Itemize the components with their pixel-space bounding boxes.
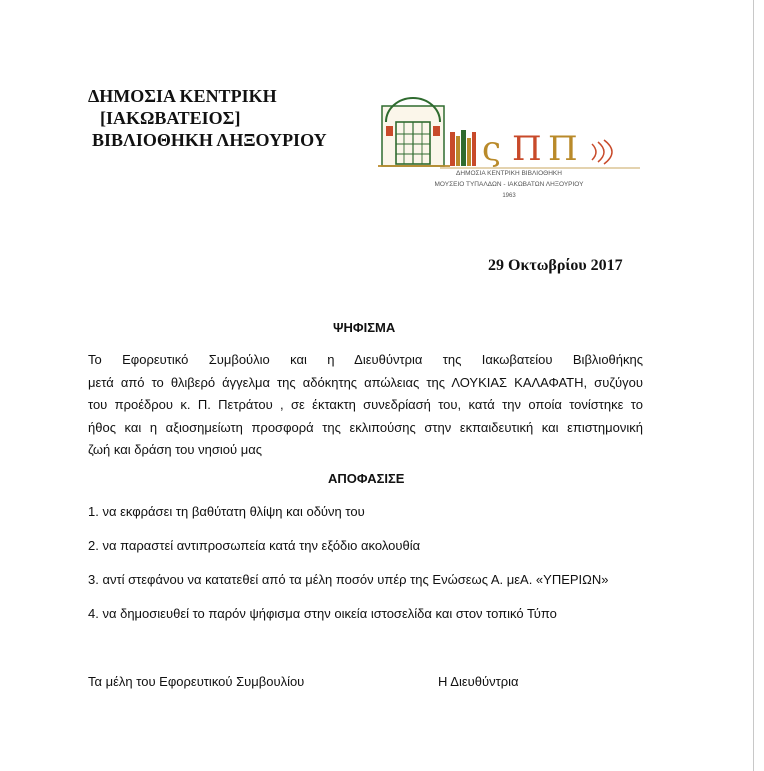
svg-text:ς: ς — [482, 129, 502, 169]
intro-line: του προέδρου κ. Π. Πετράτου , σε έκτακτη συνεδρίασή του, κατά την οποία τονίστηκε το — [88, 397, 643, 412]
library-logo — [378, 86, 640, 208]
header-line-2: [ΙΑΚΩΒΑΤΕΙΟΣ] — [100, 108, 241, 128]
header-line-1: ΔΗΜΟΣΙΑ ΚΕΝΤΡΙΚΗ — [88, 86, 277, 106]
logo-caption-1: ΔΗΜΟΣΙΑ ΚΕΝΤΡΙΚΗ ΒΙΒΛΙΟΘΗΚΗ — [456, 170, 562, 177]
signature-board: Τα μέλη του Εφορευτικού Συμβουλίου — [88, 674, 305, 689]
decision-item: 4. να δημοσιευθεί το παρόν ψήφισμα στην οικεία ιστοσελίδα και στον τοπικό Τύπο — [88, 606, 557, 621]
intro-line: ήθος και η αξιοσημείωτη προσφορά της εκλιπούσης στην εκπαιδευτική και επιστημονική — [88, 419, 643, 435]
decision-item: 1. να εκφράσει τη βαθύτατη θλίψη και οδύνη του — [88, 504, 365, 519]
svg-text:Π: Π — [548, 129, 578, 169]
decision-item: 3. αντί στεφάνου να κατατεθεί από τα μέλη ποσόν υπέρ της Ενώσεως Α. μεΑ. «ΥΠΕΡΙΩΝ» — [88, 572, 609, 587]
logo-caption-2: ΜΟΥΣΕΙΟ ΤΥΠΑΛΔΩΝ - ΙΑΚΩΒΑΤΩΝ ΛΗΞΟΥΡΙΟΥ — [434, 181, 584, 188]
logo-emblem-icon — [378, 86, 640, 170]
header-line-3: ΒΙΒΛΙΟΘΗΚΗ ΛΗΞΟΥΡΙΟΥ — [92, 130, 327, 150]
intro-line: Το Εφορευτικό Συμβούλιο και η Διευθύντρια της Ιακωβατείου Βιβλιοθήκης — [88, 352, 643, 367]
resolution-title: ΨΗΦΙΣΜΑ — [333, 320, 396, 335]
signature-director: Η Διευθύντρια — [438, 674, 519, 689]
intro-line: μετά από το θλιβερό άγγελμα της αδόκητης απώλειας της ΛΟΥΚΙΑΣ ΚΑΛΑΦΑΤΗ, συζύγου — [88, 374, 643, 390]
logo-year: 1963 — [502, 193, 516, 199]
document-date: 29 Οκτωβρίου 2017 — [488, 257, 623, 274]
decision-item: 2. να παραστεί αντιπροσωπεία κατά την εξόδιο ακολουθία — [88, 538, 421, 553]
decision-heading: ΑΠΟΦΑΣΙΣΕ — [328, 471, 405, 486]
intro-paragraph — [88, 349, 643, 462]
intro-line: ζωή και δράση του νησιού μας — [88, 442, 262, 457]
svg-text:Π: Π — [512, 129, 542, 169]
